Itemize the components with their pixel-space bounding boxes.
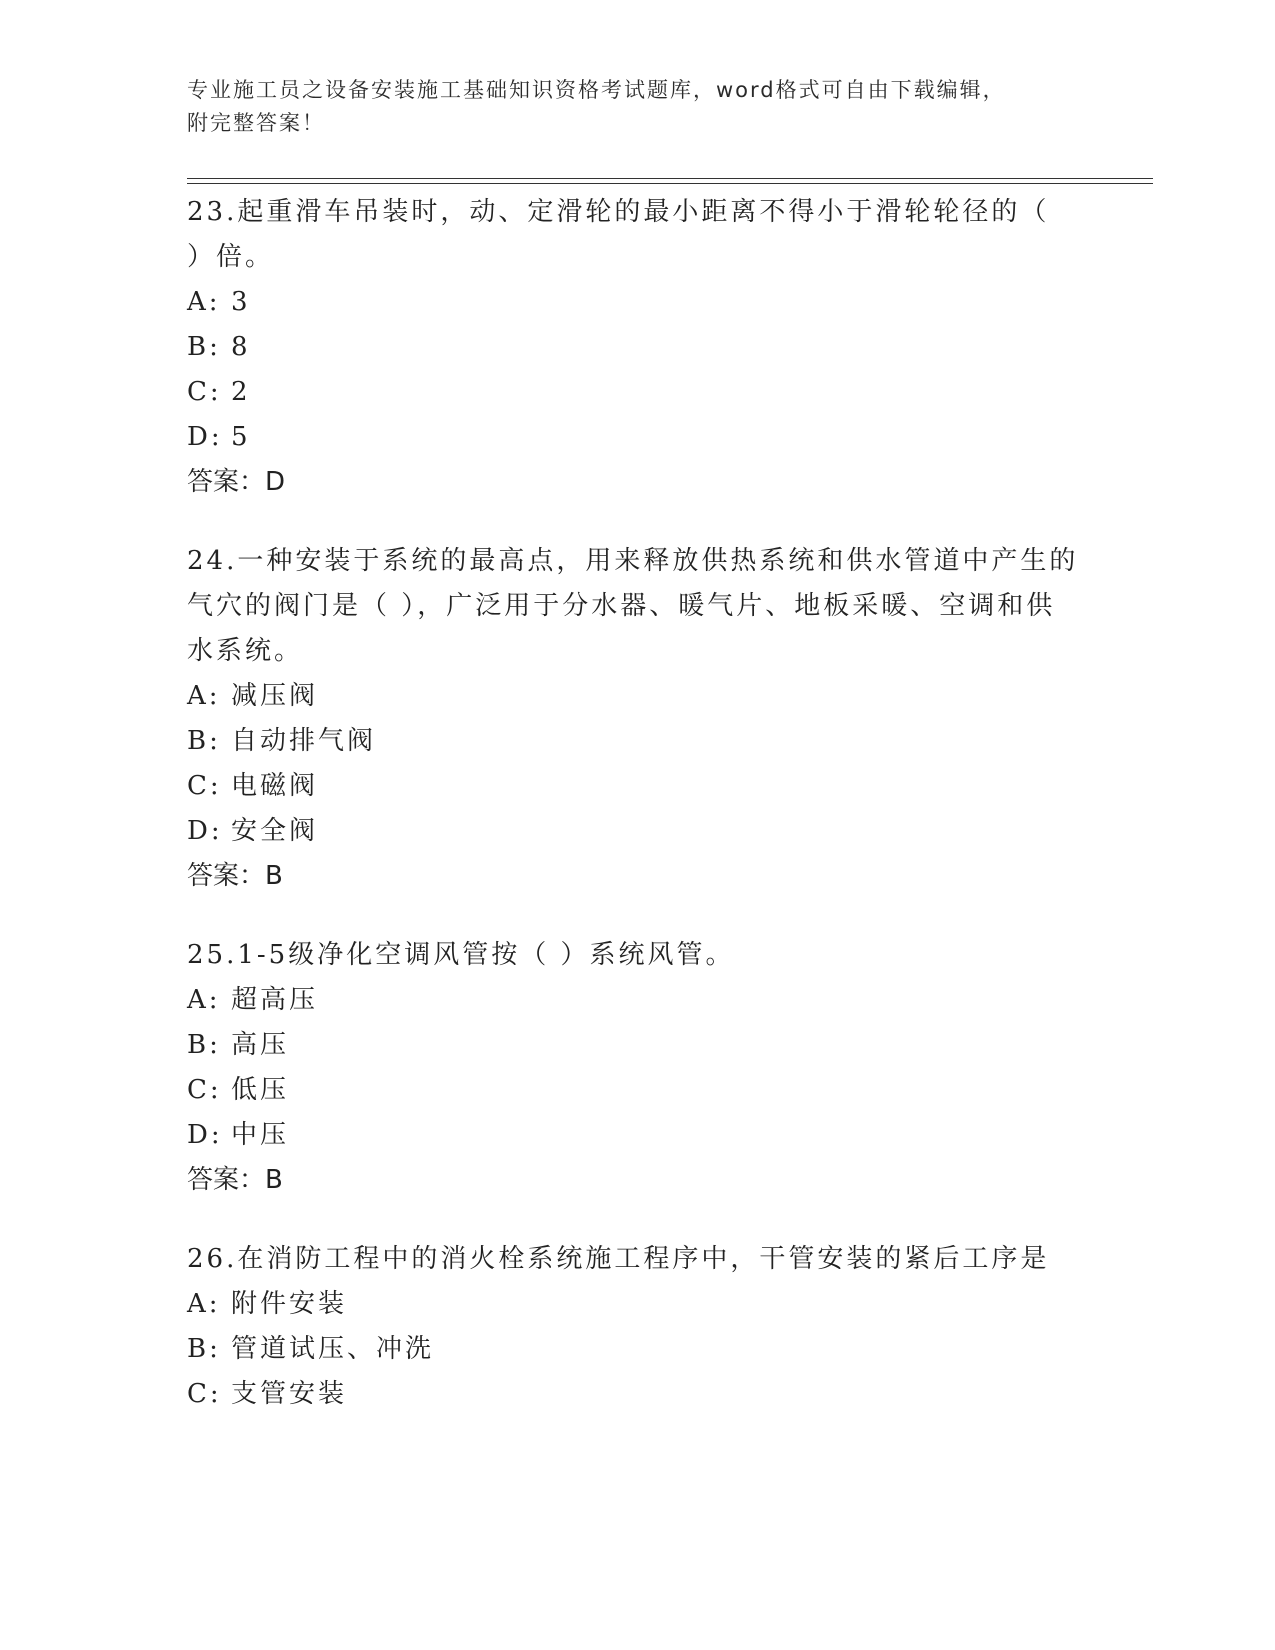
option-key: D: — [187, 1120, 223, 1150]
option-text: 超高压 — [231, 985, 319, 1015]
question-list — [187, 190, 1087, 1451]
answer-line: 答案：D — [187, 467, 286, 497]
option-key: A: — [187, 985, 221, 1015]
option-key: D: — [187, 816, 223, 846]
option-text: 减压阀 — [231, 681, 319, 711]
option-text: 8 — [231, 332, 251, 362]
question-item — [187, 1237, 1087, 1417]
question-stem-line: ）倍。 — [187, 242, 275, 272]
option-key: B: — [187, 726, 221, 756]
option-text: 自动排气阀 — [231, 726, 377, 756]
question-stem-line: 24.一种安装于系统的最高点，用来释放供热系统和供水管道中产生的 — [187, 546, 1079, 576]
answer-option — [187, 764, 1087, 809]
answer-option — [187, 370, 1087, 415]
option-key: A: — [187, 1289, 221, 1319]
question-stem-line: 25.1-5级净化空调风管按（ ）系统风管。 — [187, 940, 735, 970]
question-item — [187, 190, 1087, 505]
option-text: 低压 — [231, 1075, 290, 1105]
answer-option — [187, 978, 1087, 1023]
answer-option — [187, 280, 1087, 325]
answer-option — [187, 1327, 1087, 1372]
option-key: A: — [187, 681, 221, 711]
question-stem-line: 26.在消防工程中的消火栓系统施工程序中，干管安装的紧后工序是 — [187, 1244, 1050, 1274]
question-stem-line: 23.起重滑车吊装时，动、定滑轮的最小距离不得小于滑轮轮径的（ — [187, 197, 1050, 227]
option-key: B: — [187, 1030, 221, 1060]
option-key: D: — [187, 422, 223, 452]
option-text: 管道试压、冲洗 — [231, 1334, 435, 1364]
option-key: A: — [187, 287, 221, 317]
question-item — [187, 933, 1087, 1203]
option-text: 3 — [231, 287, 251, 317]
option-text: 中压 — [231, 1120, 290, 1150]
answer-option — [187, 1372, 1087, 1417]
answer-option — [187, 719, 1087, 764]
header-line-1: 专业施工员之设备安装施工基础知识资格考试题库，word格式可自由下载编辑， — [187, 78, 1006, 102]
option-text: 5 — [231, 422, 251, 452]
answer-option — [187, 674, 1087, 719]
answer-option — [187, 1282, 1087, 1327]
option-text: 支管安装 — [231, 1379, 348, 1409]
answer-line: 答案：B — [187, 1165, 283, 1195]
answer-option — [187, 325, 1087, 370]
option-key: C: — [187, 1075, 222, 1105]
answer-option — [187, 809, 1087, 854]
option-key: B: — [187, 1334, 221, 1364]
document-header — [187, 74, 1067, 140]
header-line-2: 附完整答案！ — [187, 111, 325, 135]
option-text: 附件安装 — [231, 1289, 348, 1319]
option-key: C: — [187, 1379, 222, 1409]
option-key: B: — [187, 332, 221, 362]
question-stem-line: 水系统。 — [187, 636, 304, 666]
option-text: 高压 — [231, 1030, 290, 1060]
question-item — [187, 539, 1087, 899]
answer-option — [187, 1023, 1087, 1068]
answer-option — [187, 1113, 1087, 1158]
option-text: 2 — [231, 377, 251, 407]
option-key: C: — [187, 377, 222, 407]
option-text: 安全阀 — [231, 816, 319, 846]
question-stem-line: 气穴的阀门是（ ），广泛用于分水器、暖气片、地板采暖、空调和供 — [187, 591, 1056, 621]
option-text: 电磁阀 — [231, 771, 319, 801]
option-key: C: — [187, 771, 222, 801]
header-divider — [187, 178, 1153, 184]
answer-line: 答案：B — [187, 861, 283, 891]
answer-option — [187, 415, 1087, 460]
answer-option — [187, 1068, 1087, 1113]
